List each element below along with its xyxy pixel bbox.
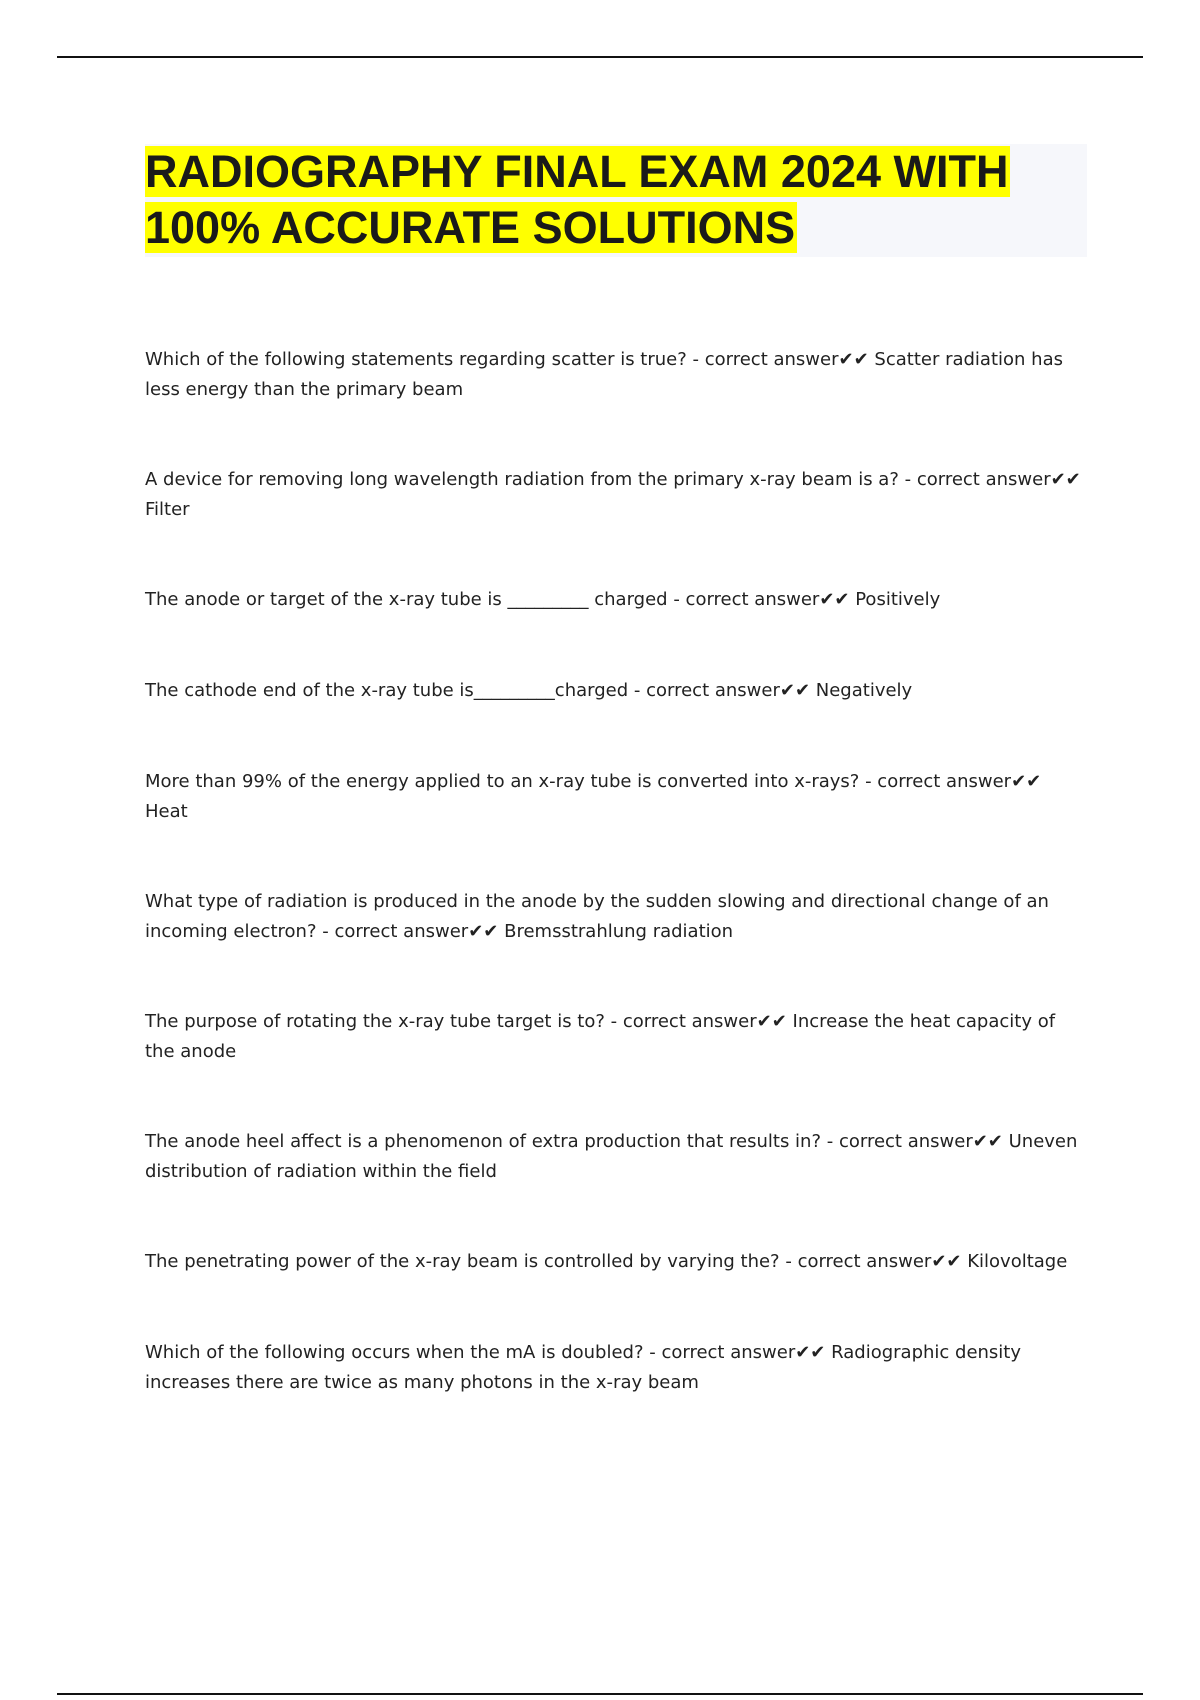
question: More than 99% of the energy applied to an x-ray tube is converted into x-rays?	[145, 771, 860, 792]
qa-item-4	[145, 676, 1085, 706]
check-marks: ✔✔	[756, 1011, 787, 1032]
qa-item-7	[145, 1007, 1085, 1067]
check-marks: ✔✔	[972, 1131, 1003, 1152]
qa-item-1	[145, 345, 1085, 405]
question: The purpose of rotating the x-ray tube target is to?	[145, 1011, 605, 1032]
answer: Filter	[145, 499, 190, 520]
answer-separator: - correct answer	[628, 680, 780, 701]
qa-item-3	[145, 585, 1085, 615]
check-marks: ✔✔	[779, 680, 811, 701]
question: The anode or target of the x-ray tube is _________ charged	[145, 589, 668, 610]
qa-item-6	[145, 887, 1085, 947]
question: Which of the following occurs when the mA is doubled?	[145, 1342, 644, 1363]
check-marks: ✔✔	[931, 1251, 962, 1272]
check-marks: ✔✔	[468, 921, 499, 942]
qa-item-2	[145, 465, 1085, 525]
page-title	[145, 144, 1087, 256]
title-block	[145, 144, 1087, 257]
check-marks: ✔✔	[819, 589, 850, 610]
qa-item-10	[145, 1338, 1085, 1398]
qa-item-8	[145, 1127, 1085, 1187]
header-rule	[57, 56, 1143, 58]
question: A device for removing long wavelength radiation from the primary x-ray beam is a?	[145, 469, 899, 490]
question: Which of the following statements regarding scatter is true?	[145, 349, 687, 370]
question: The cathode end of the x-ray tube is_________charged	[145, 680, 629, 701]
qa-item-5	[145, 767, 1085, 827]
question: The anode heel affect is a phenomenon of extra production that results in?	[145, 1131, 822, 1152]
answer-separator: - correct answer	[604, 1011, 757, 1032]
check-marks: ✔✔	[795, 1342, 826, 1363]
answer: Negatively	[815, 680, 913, 701]
answer-separator: - correct answer	[821, 1131, 973, 1152]
answer-separator: - correct answer	[643, 1342, 796, 1363]
answer: Heat	[145, 801, 188, 822]
answer: Kilovoltage	[967, 1251, 1068, 1272]
check-marks: ✔✔	[1011, 771, 1042, 792]
answer: Bremsstrahlung radiation	[504, 921, 734, 942]
answer-separator: - correct answer	[898, 469, 1051, 490]
title-highlight: RADIOGRAPHY FINAL EXAM 2024 WITH 100% ACCURATE SOLUTIONS	[145, 146, 1009, 253]
answer: Increase the heat capacity of the anode	[145, 1011, 1056, 1062]
footer-rule	[57, 1693, 1143, 1695]
question: The penetrating power of the x-ray beam is controlled by varying the?	[145, 1251, 780, 1272]
answer-separator: - correct answer	[667, 589, 820, 610]
check-marks: ✔✔	[838, 349, 869, 370]
question: What type of radiation is produced in the anode by the sudden slowing and directional change of an incoming electron?	[145, 891, 1049, 942]
answer: Positively	[855, 589, 941, 610]
answer: Radiographic density increases there are twice as many photons in the x-ray beam	[145, 1342, 1022, 1393]
answer-separator: - correct answer	[779, 1251, 932, 1272]
answer-separator: - correct answer	[316, 921, 469, 942]
answer-separator: - correct answer	[686, 349, 839, 370]
check-marks: ✔✔	[1050, 469, 1081, 490]
answer: Scatter radiation has less energy than the primary beam	[145, 349, 1063, 400]
answer-separator: - correct answer	[859, 771, 1012, 792]
answer: Uneven distribution of radiation within the field	[145, 1131, 1078, 1182]
qa-item-9	[145, 1247, 1085, 1277]
